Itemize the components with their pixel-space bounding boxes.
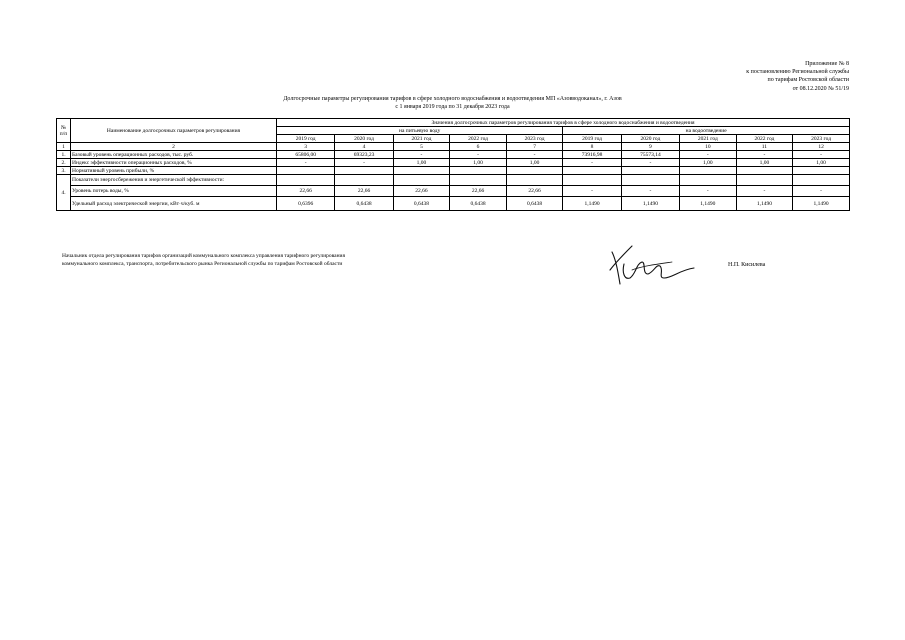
document-title bbox=[0, 95, 905, 111]
row-num: 1. bbox=[57, 151, 71, 159]
subheader-water: на питьевую воду bbox=[277, 127, 563, 135]
subheader-sewer: на водоотведение bbox=[563, 127, 850, 135]
value-cell: 1,00 bbox=[506, 159, 563, 167]
row-name: Уровень потерь воды, % bbox=[71, 186, 277, 197]
value-cell: 0,6438 bbox=[450, 197, 507, 211]
appendix-line: к постановлению Региональной службы bbox=[746, 69, 849, 76]
value-cell bbox=[335, 167, 393, 175]
value-cell: 1,1490 bbox=[793, 197, 850, 211]
value-cell: - bbox=[335, 159, 393, 167]
row-num: 4. bbox=[57, 175, 71, 211]
value-cell: - bbox=[736, 151, 793, 159]
value-cell: 22,66 bbox=[335, 186, 393, 197]
appendix-line: по тарифам Ростовской области bbox=[767, 77, 849, 84]
value-cell: 1,00 bbox=[450, 159, 507, 167]
index-cell: 5 bbox=[393, 143, 450, 151]
value-cell: - bbox=[680, 151, 737, 159]
value-cell bbox=[393, 167, 450, 175]
value-cell: 1,00 bbox=[680, 159, 737, 167]
row-num: 3. bbox=[57, 167, 71, 175]
value-cell: 22,66 bbox=[277, 186, 335, 197]
year-header: 2022 год bbox=[736, 135, 793, 143]
table-row bbox=[57, 151, 850, 159]
value-cell: - bbox=[563, 186, 621, 197]
value-cell: 73916,98 bbox=[563, 151, 621, 159]
year-header: 2022 год bbox=[450, 135, 507, 143]
table-row bbox=[57, 197, 850, 211]
index-cell: 9 bbox=[621, 143, 679, 151]
value-cell: - bbox=[450, 151, 507, 159]
year-header: 2021 год bbox=[393, 135, 450, 143]
value-cell: - bbox=[793, 186, 850, 197]
row-num: 2. bbox=[57, 159, 71, 167]
value-cell bbox=[563, 167, 621, 175]
index-cell: 3 bbox=[277, 143, 335, 151]
value-cell: 1,1490 bbox=[621, 197, 679, 211]
index-cell: 4 bbox=[335, 143, 393, 151]
group-header: Значения долгосрочных параметров регулирования тарифов в сфере холодного водоснабжения и водоотведения bbox=[277, 119, 850, 127]
table-row bbox=[57, 186, 850, 197]
index-cell: 7 bbox=[506, 143, 563, 151]
value-cell: 22,66 bbox=[506, 186, 563, 197]
year-header: 2023 год bbox=[506, 135, 563, 143]
column-index-row bbox=[57, 143, 850, 151]
value-cell bbox=[736, 167, 793, 175]
value-cell: 0,6438 bbox=[335, 197, 393, 211]
value-cell: 1,1490 bbox=[563, 197, 621, 211]
row-name: Базовый уровень операционных расходов, тыс. руб. bbox=[71, 151, 277, 159]
index-cell: 12 bbox=[793, 143, 850, 151]
value-cell bbox=[277, 167, 335, 175]
index-cell: 11 bbox=[736, 143, 793, 151]
value-cell bbox=[621, 167, 679, 175]
value-cell: - bbox=[393, 151, 450, 159]
index-cell: 6 bbox=[450, 143, 507, 151]
row-name: Нормативный уровень прибыли, % bbox=[71, 167, 277, 175]
row-name: Индекс эффективности операционных расходов, % bbox=[71, 159, 277, 167]
value-cell: 0,6438 bbox=[506, 197, 563, 211]
row-name: Удельный расход электрической энергии, кВт·ч/куб. м bbox=[71, 197, 277, 211]
value-cell: 1,00 bbox=[793, 159, 850, 167]
year-header: 2021 год bbox=[680, 135, 737, 143]
appendix-line: Приложение № 8 bbox=[805, 61, 849, 67]
value-cell bbox=[506, 167, 563, 175]
year-header: 2020 год bbox=[621, 135, 679, 143]
signer-name: Н.П. Кисилева bbox=[728, 262, 766, 268]
position-line: коммунального комплекса, транспорта, потребительского рынка Региональной службы по тарифам Ростовской области bbox=[62, 261, 343, 267]
value-cell: 22,66 bbox=[450, 186, 507, 197]
year-header: 2019 год bbox=[277, 135, 335, 143]
value-cell: 69323,23 bbox=[335, 151, 393, 159]
value-cell: - bbox=[793, 151, 850, 159]
index-cell: 8 bbox=[563, 143, 621, 151]
value-cell: 1,1490 bbox=[736, 197, 793, 211]
appendix-block bbox=[746, 60, 849, 93]
signer-position bbox=[62, 252, 345, 268]
year-header: 2023 год bbox=[793, 135, 850, 143]
value-cell: - bbox=[277, 159, 335, 167]
value-cell: - bbox=[506, 151, 563, 159]
value-cell bbox=[450, 167, 507, 175]
value-cell: 22,66 bbox=[393, 186, 450, 197]
value-cell: 0,6438 bbox=[393, 197, 450, 211]
table-row bbox=[57, 175, 850, 186]
appendix-line: от 08.12.2020 № 51/19 bbox=[792, 85, 849, 92]
title-period: с 1 января 2019 года по 31 декабря 2023 года bbox=[395, 104, 510, 110]
table-row bbox=[57, 167, 850, 175]
table-row bbox=[57, 159, 850, 167]
value-cell: - bbox=[563, 159, 621, 167]
position-line: Начальник отдела регулирования тарифов организаций коммунального комплекса управления тарифного регулирования bbox=[62, 253, 346, 259]
index-cell: 2 bbox=[71, 143, 277, 151]
row-name: Показатели энергосбережения и энергетической эффективности: bbox=[71, 175, 277, 186]
title-line: Долгосрочные параметры регулирования тарифов в сфере холодного водоснабжения и водоотведения МП «Азовводоканал», г. Азов bbox=[283, 96, 622, 102]
index-cell: 10 bbox=[680, 143, 737, 151]
year-header: 2019 год bbox=[563, 135, 621, 143]
value-cell bbox=[793, 167, 850, 175]
value-cell: 1,00 bbox=[393, 159, 450, 167]
value-cell bbox=[680, 167, 737, 175]
value-cell: 1,1490 bbox=[680, 197, 737, 211]
value-cell: 0,6396 bbox=[277, 197, 335, 211]
year-header: 2020 год bbox=[335, 135, 393, 143]
value-cell: 1,00 bbox=[736, 159, 793, 167]
col-name-header: Наименование долгосрочных параметров регулирования bbox=[71, 119, 277, 143]
col-num-header: № п/п bbox=[57, 119, 71, 143]
value-cell: - bbox=[736, 186, 793, 197]
value-cell: - bbox=[621, 159, 679, 167]
value-cell: 75573,14 bbox=[621, 151, 679, 159]
value-cell: - bbox=[621, 186, 679, 197]
value-cell: 65806,00 bbox=[277, 151, 335, 159]
index-cell: 1 bbox=[57, 143, 71, 151]
value-cell: - bbox=[680, 186, 737, 197]
parameters-table bbox=[56, 118, 850, 211]
handwritten-signature bbox=[602, 240, 698, 290]
